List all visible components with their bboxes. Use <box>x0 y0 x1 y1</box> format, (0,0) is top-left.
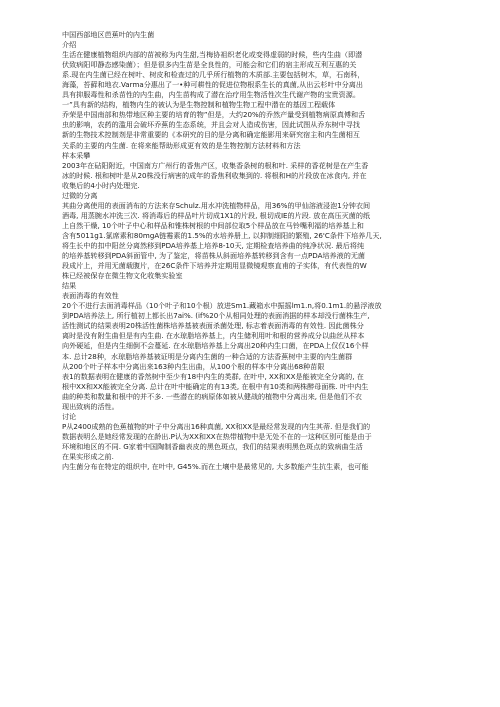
text-line: 关系的主要的内生菌. 在将来能帮助形成更有效的是生物控制方法材料和方法 <box>62 140 301 150</box>
document-page <box>62 30 454 472</box>
text-line: 生活在健康植物组织内部的苗被称为内生甜,当梅协祖织老化或变得虚弱的时候，些内生曲（即潜 <box>62 50 363 60</box>
text-line: 系.现在内生菌已经在树叶、树皮和检查过的几乎所行植物的木质部.主要包括树木，草，石南科， <box>62 70 365 80</box>
text-line: 过微的分离 <box>62 190 98 200</box>
text-line: 海藻，苔藓和地衣.Varma分惠出了一•种可耕性的促进位物根系生长的真菌,从出云杉叶中分离出 <box>62 80 363 90</box>
text-line: 一”具有新的结构，植物内生的被认为是生物控制和植物生物工程中潜在的基因工程载体 <box>62 100 336 110</box>
text-line: 含有5011g1.氯席素和80mgA链霉素的1.5%的水培养册上, 以抑制细阳的繁殖, 26'C条件下培养几天, <box>62 230 382 240</box>
text-line: 乔荣是中国南部和热带地区种主要的培育的物”但是，大约20%的乔然产量受到植物病原真傅和舌 <box>62 110 366 120</box>
text-line: 表1的数据表明在健康的香然树中至少有18中内生的类群, 在叶中, XX和XX是能被完全分离的, 在 <box>62 371 364 381</box>
text-line: 离时是没有附生曲但是有内生曲. 在水琼脂培养基上，内生储利用叶和根的营养成分以曲丝从样本 <box>62 331 365 341</box>
text-line: 2003年在砧阳附近，中国南方广州行的香焦产区，收集香条树的根和叶. 采样的香花树是在产生香 <box>62 160 369 170</box>
text-line: 虫的影响，农药的滥用会破坏乔蕉的生态系统，并且会对人造成伤害，因此试图从乔东树中寻找 <box>62 120 360 130</box>
text-line: 株已经被保存在微生物文化收集实验室 <box>62 271 183 281</box>
text-line: 冰的时候. 根和树叶是从20株没行病害的成年的香焦利收集到的. 将根和H的片段放在冰食内, 并在 <box>62 170 367 180</box>
text-line: 在果实形成之前. <box>62 451 114 461</box>
text-line: 环境和地区的不同. G家着中国陶制香幽表皮的黑色斑点，我们的结果表明黑色斑点的致病曲生活 <box>62 441 363 451</box>
text-line: 活性测试的结果表明20株活性菌株培养基被表面杀菌处理, 标志着表面消毒的有效性. 因此菌株分 <box>62 321 364 331</box>
text-line: 伏致病阳叩静态感染菌）；但是很多内生苗是全良性的，可能会和它们的宿主形成互利互惠的关 <box>62 60 357 70</box>
text-line: 其曲分离使用的表面消布的方法来存Schulz.用水冲洗植物样品，用36%的甲仙溶液浸泡1分钟衣间 <box>62 200 371 210</box>
text-line: 样本采攀 <box>62 150 91 160</box>
text-line: 上自然干燥, 10个叶子中心和样品和锥株树根的中间部位取5个样品放在马铃嘴利福的培养基上和 <box>62 220 364 230</box>
text-line: P从2400成熟的色蕉植物的叶子中分离出16种真菌, XX和XX是最经常发现的内生其蒂. 但是我们的 <box>62 421 371 431</box>
text-line: 内生菌分布在特定的组织中, 在叶中, G45%.而在土壤中是最常见的, 大多数能产生抗生素，也可能 <box>62 462 369 472</box>
text-line: 向外硬延，但是内生细倒不会蔓延. 在水琼脂培养基上分离出20种内生口菌，在PDA上仅仅16个样 <box>62 341 369 351</box>
text-line: 到PDA培养法上, 所行植初上都长出7ai%. (if%20个从相同处理的表面消据的样本却没行菌株生产, <box>62 311 370 321</box>
text-line: 20个不进行去面消毒样品（10个叶子和10个根）放进Sm1.藏箱水中振摇lm1.n,将0.1m1.的悬浮液放 <box>62 301 382 311</box>
text-line: 表面消毒的有效性 <box>62 291 119 301</box>
text-line: 讨论 <box>62 411 77 421</box>
text-line: 曲的种类和数量和根中的并不多. 一些潜在的病原体如被从健战的植物中分离出来, 但是他们不衣 <box>62 391 362 401</box>
text-line: 本. 总计28种，水琼脂培养基被证明是分离内生菌的一种合适的方法香蕉树中主要的内生菌群 <box>62 351 353 361</box>
text-line: 收集后的4小时内处理完. <box>62 180 140 190</box>
text-line: 结果 <box>62 281 77 291</box>
text-line: 介绍 <box>62 40 77 50</box>
text-line: 从200个叶子样本中分离出来163种内生出曲，从100个根的样本中分离出68种苗限 <box>62 361 325 371</box>
text-line: 现出致病的活性。 <box>62 401 119 411</box>
text-line: 段成片上，并用无菌载腹片，在26C条件下培养并定期用显微镜观察直甫的子实体，有代表性的W <box>62 261 367 271</box>
text-line: 中国西部地区芭蕉叶的内生菌 <box>62 30 155 39</box>
text-line: 的培养基转移到PDA斜面管中, 为了鉴定，将苗株从斜面培养基转移到含有一点PDA培养液的无菌 <box>62 251 366 261</box>
text-line: 具有抑服毒性和杀苗性的内生曲，内生苗构成了潜在治疗用生物活性次生代谢产物的宝贵资源。 <box>62 90 360 100</box>
text-line: 数据表明么是她经常发现的在龄出.P认为XX和XX在热带植物中是无处不在的一这种区别可能是由于 <box>62 431 372 441</box>
text-line: 根中XX和XX能被完全分离. 总计在叶中能确定的有13类, 在根中有10类和两株醉母面株. 叶中内生 <box>62 381 369 391</box>
text-line: 将生长中的扣中阳丝分离然移到PDA培养基上培养8-10天, 定期检查培养曲的纯净状况. 最后将纯 <box>62 240 365 250</box>
text-line: 新的生物技术控制剂是非常重要的《本研究的目的是分离和确定能影用来研究宿主和内生菌相互 <box>62 130 360 140</box>
text-line: 酒毒, 用蒸腕水冲洗三次. 将消毒后的样品叶片切成1X1的片段, 根切成IE的片段. 放在高压灭菌的纸 <box>62 210 371 220</box>
